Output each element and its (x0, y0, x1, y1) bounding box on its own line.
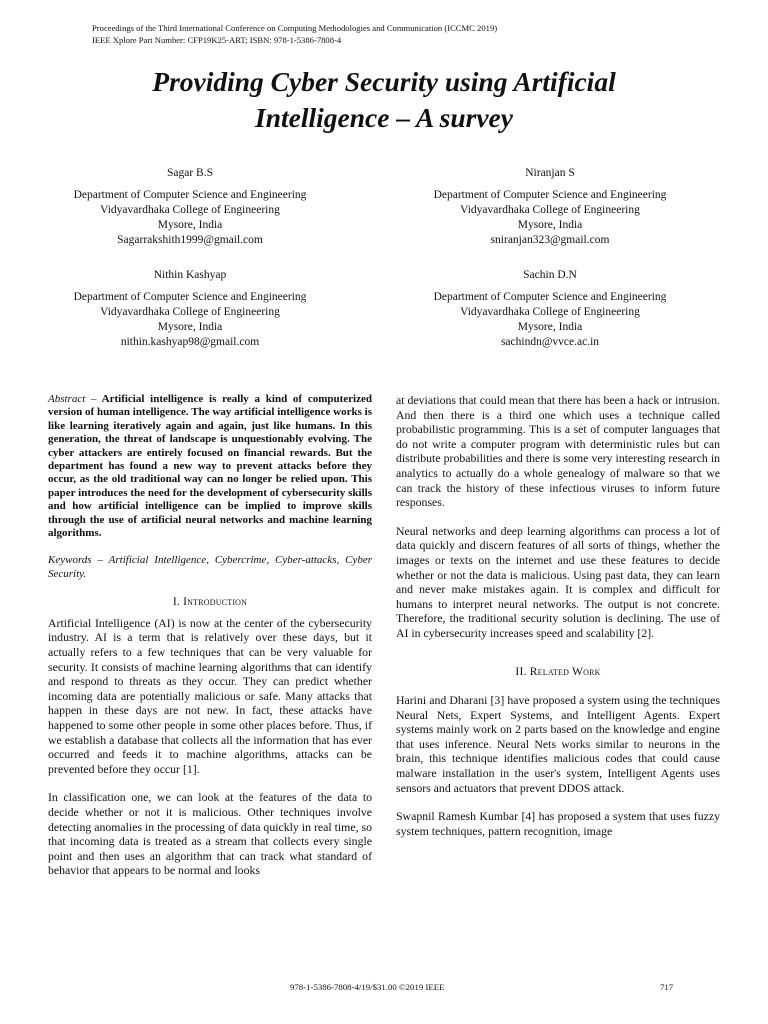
author-college: Vidyavardhaka College of Engineering (100, 306, 280, 318)
author-name: Sagar B.S (167, 167, 213, 179)
isbn-line: IEEE Xplore Part Number: CFP19K25-ART; ISBN: 978-1-5386-7808-4 (92, 35, 342, 45)
author-city: Mysore, India (157, 321, 223, 333)
abstract (48, 393, 372, 540)
author-college: Vidyavardhaka College of Engineering (100, 204, 280, 216)
author-college: Vidyavardhaka College of Engineering (460, 204, 640, 216)
page-number: 717 (660, 982, 674, 992)
author-dept: Department of Computer Science and Engineering (433, 189, 667, 201)
author-email: nithin.kashyap98@gmail.com (120, 336, 260, 348)
author-email: Sagarrakshith1999@gmail.com (117, 234, 263, 246)
paper-title (40, 64, 728, 136)
author-city: Mysore, India (157, 219, 223, 231)
right-column (396, 393, 720, 852)
related-paragraph-2: Swapnil Ramesh Kumbar [4] has proposed a system that uses fuzzy system techniques, pattern recognition, image (396, 809, 720, 838)
conference-header (92, 22, 497, 46)
intro-paragraph-2: In classification one, we can look at the features of the data to decide whether or not it is malicious. Other techniques involve detecting anomalies in the processing of data quickly in real time, so that incoming data is treated as a stream that collects every single point and then uses an algorithm that can track what standard of behavior that appears to be normal and looks (48, 790, 372, 878)
author-block-3 (30, 268, 350, 350)
author-block-2 (390, 166, 710, 248)
author-block-4 (390, 268, 710, 350)
keywords: Keywords – Artificial Intelligence, Cybercrime, Cyber-attacks, Cyber Security. (48, 554, 372, 580)
author-name: Niranjan S (525, 167, 575, 179)
intro-paragraph-1: Artificial Intelligence (AI) is now at the center of the cybersecurity industry. AI is a term that is relatively over these days, but it actually refers to a few techniques that can be very valuable for security. It consists of machine learning algorithms that can identify and respond to threats as they occur. They can predict whether incoming data are potentially malicious or safe. Many attacks that happen in these days are not new. In fact, these attacks have happened to some other people in some other places before. Thus, if we establish a database that collects all the information that has ever occurred and feeds it to machine algorithms, attacks can be prevented before they occur [1]. (48, 615, 372, 776)
related-paragraph-1: Harini and Dharani [3] have proposed a system using the techniques Neural Nets, Expert Systems, and Intelligent Agents. Expert systems mainly work on 2 parts based on the knowledge and engine that uses inference. Neural Nets works similar to neurons in the brain, this technique identifies malicious codes that could cause malware installation in the user's system, Intelligent Agents uses sensors and actuators that prevent DDOS attack. (396, 693, 720, 795)
body-paragraph-1: at deviations that could mean that there has been a hack or intrusion. And then there is a third one which uses a technique called probabilistic programming. This is a set of computer languages that do not write a computer program with deterministic rules but can distribute probabilities and there is some very interesting research in analytics to actually do a whole genealogy of malware so that we can track the history of these infectious viruses to inform future responses. (396, 393, 720, 510)
section-heading-related-work: II. Related Work (515, 664, 601, 678)
author-name: Sachin D.N (523, 269, 577, 281)
section-heading-introduction: I. Introduction (172, 595, 248, 609)
author-city: Mysore, India (517, 321, 583, 333)
author-name: Nithin Kashyap (153, 269, 227, 281)
abstract-text: Artificial intelligence is really a kind of computerized version of human intelligence. The way artificial intelligence works is like learning iteratively again and again, just like humans. In this generation, the threat of landscape is unquestionably evolving. The cyber attackers are entirely focused on financial rewards. But the department has found a new way to prevent attacks before they occur, as the old traditional way can no longer be relied upon. This paper introduces the need for the development of cybersecurity skills and how artificial intelligence can be implied to improve skills through the use of artificial neural networks and machine learning algorithms. (48, 393, 372, 540)
abstract-label: Abstract – (48, 393, 97, 405)
title-line-2: Intelligence – A survey (255, 102, 513, 133)
author-block-1 (30, 166, 350, 248)
left-column (48, 393, 372, 892)
conference-line: Proceedings of the Third International Conference on Computing Methodologies and Communication (ICCMC 2019) (92, 23, 498, 33)
author-email: sniranjan323@gmail.com (490, 234, 610, 246)
author-dept: Department of Computer Science and Engineering (73, 291, 307, 303)
body-paragraph-2: Neural networks and deep learning algorithms can process a lot of data quickly and discern features of all sorts of things, whether the images or texts on the internet and use these features to decide whether or not the data is malicious. Using past data, they can learn and never make mistakes again. It is complex and difficult for humans to interpret neural networks. The output is not concrete. Therefore, the traditional security solution is declining. The use of AI in cybersecurity increases speed and scalability [2]. (396, 523, 720, 640)
author-dept: Department of Computer Science and Engineering (433, 291, 667, 303)
author-email: sachindn@vvce.ac.in (500, 336, 600, 348)
author-college: Vidyavardhaka College of Engineering (460, 306, 640, 318)
author-city: Mysore, India (517, 219, 583, 231)
author-dept: Department of Computer Science and Engineering (73, 189, 307, 201)
copyright-footer: 978-1-5386-7808-4/19/$31.00 ©2019 IEEE (290, 982, 445, 992)
title-line-1: Providing Cyber Security using Artificial (152, 66, 616, 97)
